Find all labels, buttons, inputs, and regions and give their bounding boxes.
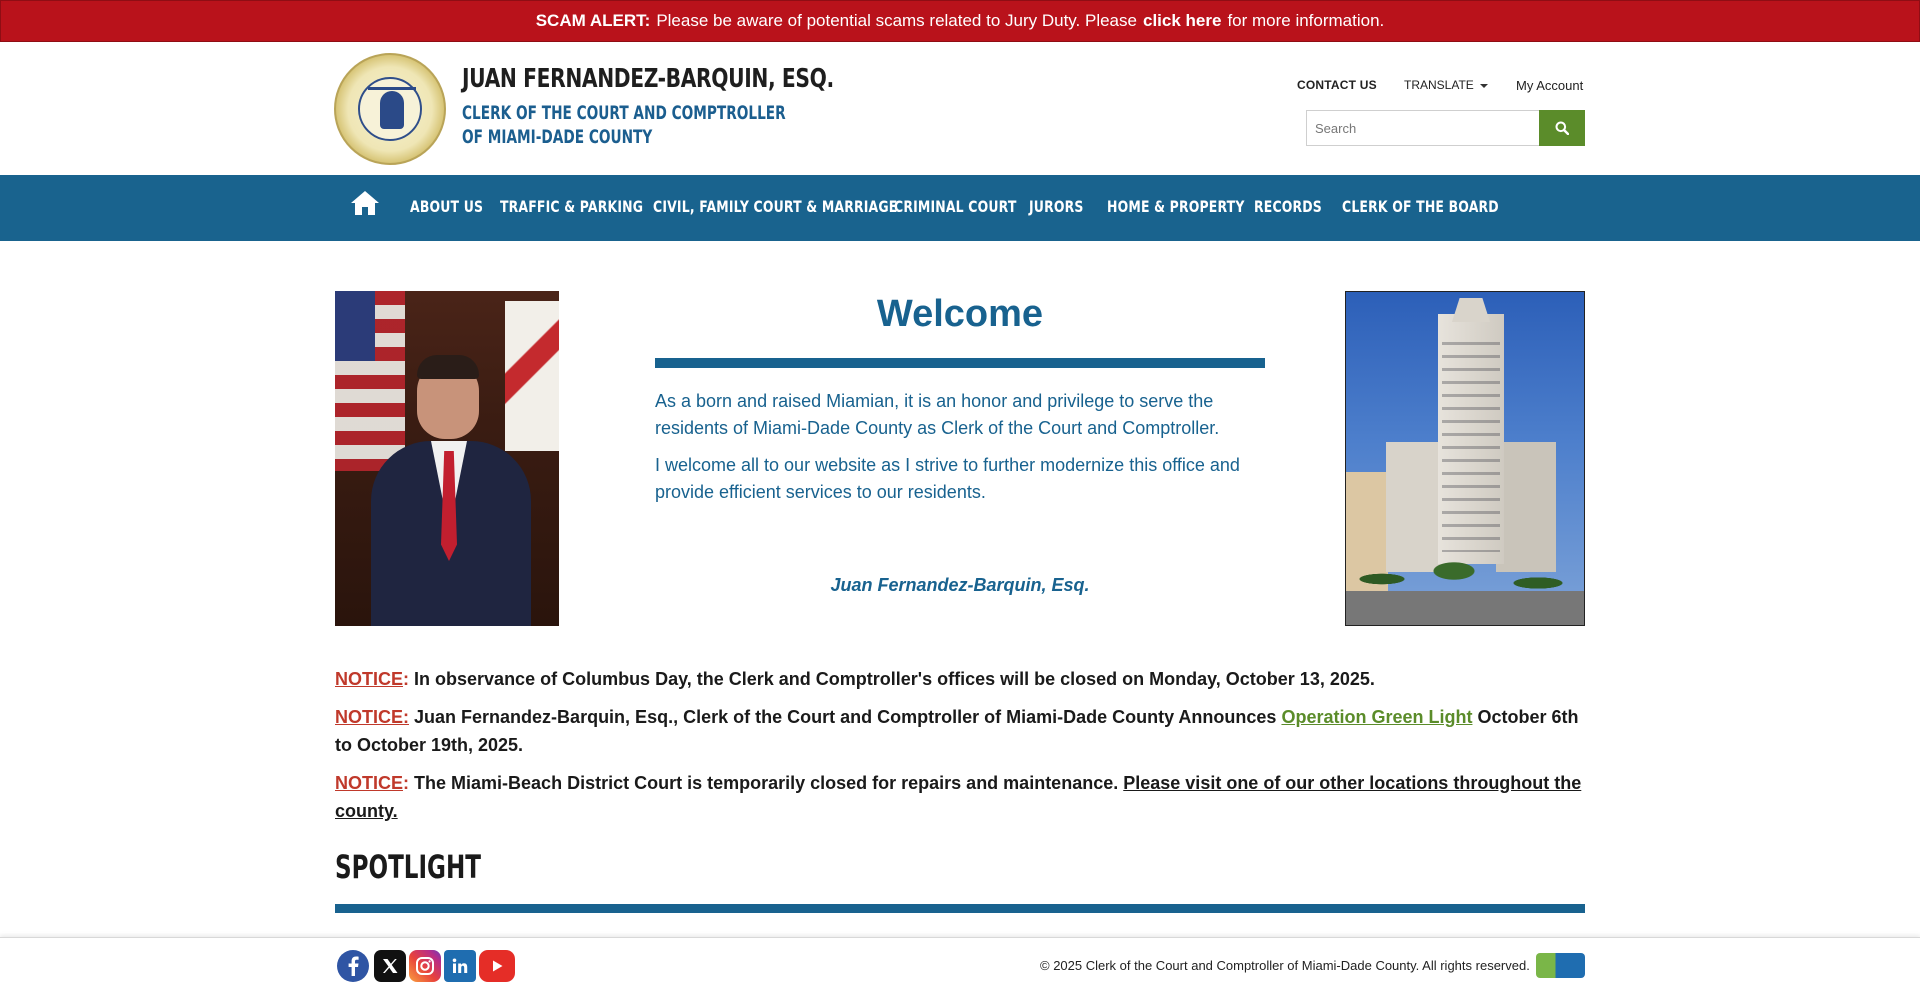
instagram-link[interactable] (409, 950, 441, 982)
nav-jurors[interactable]: JURORS (1029, 197, 1084, 216)
facebook-icon (346, 956, 360, 976)
x-icon (381, 957, 399, 975)
nav-traffic-parking[interactable]: TRAFFIC & PARKING (500, 197, 644, 216)
notice-text: The Miami-Beach District Court is temporarily closed for repairs and maintenance. (414, 773, 1119, 793)
seal-inner (358, 77, 422, 141)
notice-tag-word: NOTICE (335, 707, 404, 727)
search-input[interactable] (1306, 110, 1539, 146)
caret-down-icon (1480, 84, 1488, 88)
linkedin-link[interactable] (444, 950, 476, 982)
search-button[interactable] (1539, 110, 1585, 146)
palm-trees (1346, 547, 1585, 626)
notice-miami-beach-court (335, 769, 1585, 825)
main-nav (0, 175, 1920, 241)
clerk-seal-logo[interactable] (334, 53, 446, 165)
nav-about-us[interactable]: ABOUT US (410, 197, 484, 216)
translate-label: TRANSLATE (1404, 78, 1474, 92)
x-twitter-link[interactable] (374, 950, 406, 982)
us-flag-canton (335, 291, 375, 361)
welcome-paragraph-2: I welcome all to our website as I strive to further modernize this office and provide efficient services to our residents. (655, 455, 1240, 502)
copyright-text: © 2025 Clerk of the Court and Comptroller of Miami-Dade County. All rights reserved. (1040, 958, 1530, 973)
miami-dade-county-logo[interactable] (1536, 953, 1585, 978)
search-form (1306, 110, 1585, 146)
scam-alert-text-after: for more information. (1227, 11, 1385, 30)
notice-tag[interactable]: NOTICE (335, 773, 404, 793)
nav-records[interactable]: RECORDS (1254, 197, 1322, 216)
notice-text-after: October 6th to October 19th, 2025. (335, 707, 1579, 755)
spotlight-heading: SPOTLIGHT (335, 848, 481, 886)
youtube-link[interactable] (479, 950, 515, 982)
translate-dropdown[interactable] (1404, 78, 1488, 92)
notice-colon: : (403, 773, 410, 793)
welcome-title: Welcome (876, 293, 1044, 335)
courthouse-photo (1345, 291, 1585, 626)
notice-text: In observance of Columbus Day, the Clerk and Comptroller's offices will be closed on Monday, October 13, 2025. (414, 669, 1375, 689)
welcome-signature: Juan Fernandez-Barquin, Esq. (830, 575, 1090, 595)
scam-alert-link[interactable]: click here (1142, 11, 1222, 30)
nav-home-property[interactable]: HOME & PROPERTY (1107, 197, 1245, 216)
seal-figure (380, 91, 404, 129)
nav-clerk-of-the-board[interactable]: CLERK OF THE BOARD (1342, 197, 1499, 216)
site-header (0, 42, 1920, 175)
nav-civil-family-marriage[interactable]: CIVIL, FAMILY COURT & MARRIAGE (653, 197, 898, 216)
contact-us-link[interactable]: CONTACT US (1297, 78, 1377, 92)
site-subtitle-line-2: OF MIAMI-DADE COUNTY (462, 126, 653, 148)
welcome-paragraph-1: As a born and raised Miamian, it is an honor and privilege to serve the residents of Miami-Dade County as Clerk of the Court and Comptroller. (655, 391, 1220, 438)
notice-tag[interactable]: NOTICE (335, 669, 404, 689)
courthouse-windows (1442, 332, 1500, 552)
spotlight-divider (335, 904, 1585, 913)
site-footer (0, 937, 1920, 993)
linkedin-icon (451, 957, 469, 975)
my-account-link[interactable]: My Account (1516, 78, 1584, 93)
notice-tag[interactable] (335, 707, 409, 727)
nav-criminal-court[interactable]: CRIMINAL COURT (894, 197, 1017, 216)
site-subtitle-line-1: CLERK OF THE COURT AND COMPTROLLER (462, 102, 786, 124)
scam-alert-bar (0, 0, 1920, 42)
search-icon (1555, 121, 1569, 135)
notice-tag-colon: : (403, 707, 410, 727)
notice-text: Juan Fernandez-Barquin, Esq., Clerk of the Court and Comptroller of Miami-Dade County Announces (414, 707, 1277, 727)
home-icon (349, 189, 381, 217)
scam-alert-text: Please be aware of potential scams related to Jury Duty. Please (656, 11, 1137, 30)
notice-operation-green-light (335, 703, 1585, 759)
notice-colon: : (403, 669, 410, 689)
notice-columbus-day (335, 665, 1585, 693)
instagram-icon (415, 956, 435, 976)
facebook-link[interactable] (337, 950, 369, 982)
portrait-hair (417, 355, 479, 379)
scam-alert-label: SCAM ALERT: (535, 11, 651, 30)
site-subtitle (462, 101, 786, 149)
welcome-divider (655, 358, 1265, 368)
nav-home[interactable] (349, 189, 381, 219)
youtube-icon (490, 959, 504, 973)
florida-flag (505, 301, 559, 451)
operation-green-light-link[interactable]: Operation Green Light (1281, 707, 1473, 727)
seal-scale (368, 87, 416, 90)
site-title[interactable]: JUAN FERNANDEZ-BARQUIN, ESQ. (462, 64, 834, 94)
other-locations-link[interactable]: Please visit one of our other locations throughout the county. (335, 773, 1582, 821)
clerk-portrait-photo (335, 291, 559, 626)
courthouse-spire (1452, 298, 1490, 322)
